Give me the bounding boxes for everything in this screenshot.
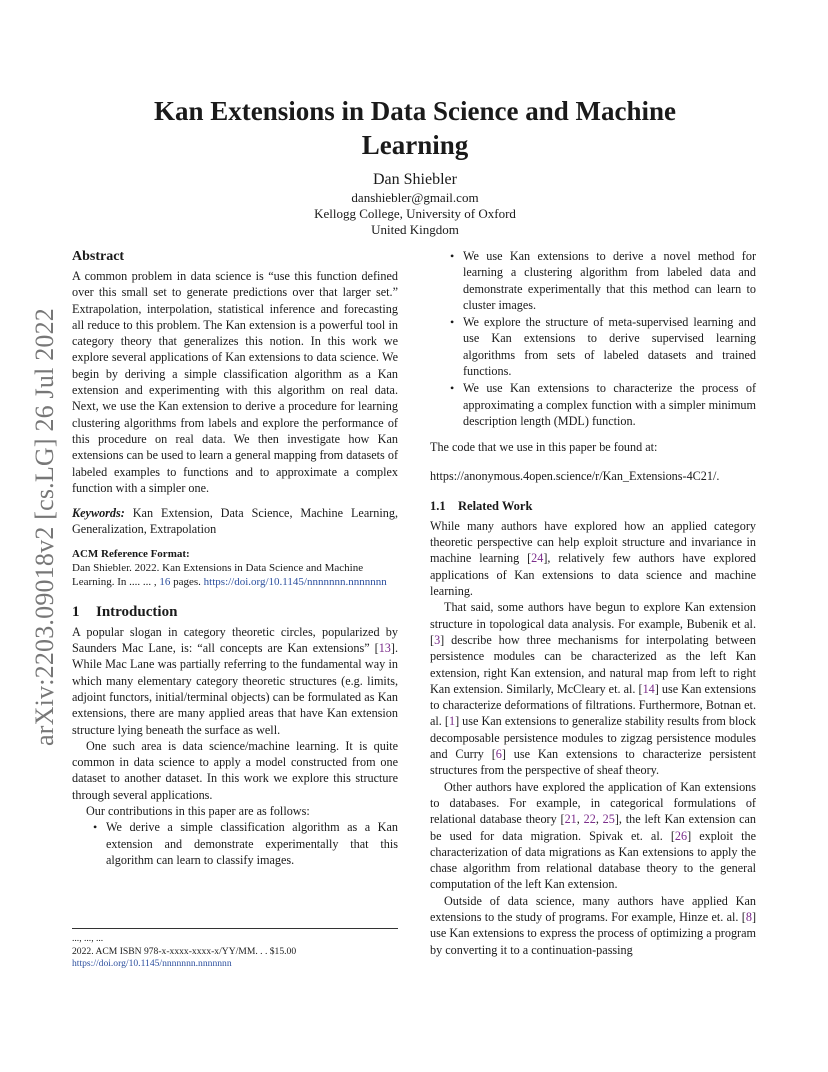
text-run: Outside of data science, many authors have applied Kan extensions to the study of programs. For example, Hinze et. al. [ <box>430 893 756 924</box>
bullet-icon: • <box>93 820 98 835</box>
citation-link[interactable]: 25 <box>602 812 615 827</box>
citation-link[interactable]: 3 <box>434 632 441 647</box>
author-country: United Kingdom <box>371 222 459 237</box>
bullet-icon: • <box>450 249 455 263</box>
list-item-text: We derive a simple classification algorithm as a Kan extension and demonstrate experimentally that this algorithm can learn to classify images. <box>106 820 398 867</box>
acm-reference-label: ACM Reference Format: <box>72 547 190 560</box>
text-run: ], relatively few authors have explored applications of Kan extensions to data science and machine learning. <box>430 551 756 599</box>
subsection-title: Related Work <box>458 498 533 513</box>
keywords <box>72 505 398 538</box>
list-item <box>430 314 756 379</box>
text-run: ] use Kan extensions to characterize deformations of filtrations. Furthermore, Botnan et. al. [ <box>430 681 757 729</box>
related-paragraph-1 <box>430 518 756 599</box>
acm-text-part: pages. <box>170 575 204 588</box>
introduction-heading <box>72 603 398 621</box>
citation-link[interactable]: 13 <box>378 641 391 656</box>
keywords-label: Keywords: <box>72 506 125 521</box>
citation-link[interactable]: 21 <box>564 812 577 827</box>
citation-link[interactable]: 8 <box>745 909 752 924</box>
section-title: Introduction <box>96 603 178 620</box>
footnote <box>72 928 398 971</box>
footnote-rule <box>72 928 398 929</box>
section-number: 1 <box>72 603 80 620</box>
text-run: ] use Kan extensions to generalize stability results from block decomposable persistence modules to zigzag persistence modules and Curry [ <box>430 714 757 762</box>
related-paragraph-4 <box>430 893 756 958</box>
acm-reference-text <box>72 561 398 589</box>
list-item <box>72 819 398 868</box>
text-run: ]. While Mac Lane was partially referring to the fundamental way in which many elementary category theoretic structures (e.g. limits, adjoint functors, initial/terminal objects) can be formulated as Kan extensions, there are many applied areas that have Kan extension structure lying beneath the surface as well. <box>72 641 398 737</box>
acm-doi-link[interactable]: https://doi.org/10.1145/nnnnnnn.nnnnnnn <box>203 575 387 588</box>
citation-link[interactable]: 1 <box>448 714 456 729</box>
acm-text-part: Dan Shiebler. 2022. Kan Extensions in Data Science and Machine Learning. In .... ... , <box>72 561 364 588</box>
intro-paragraph-1 <box>72 624 398 738</box>
contributions-list-continued <box>430 248 756 429</box>
text-run: A popular slogan in category theoretic circles, popularized by Saunders Mac Lane, is: “all concepts are Kan extensions” [ <box>72 624 398 656</box>
citation-link[interactable]: 14 <box>642 681 655 696</box>
text-run: That said, some authors have begun to explore Kan extension structure in topological data analysis. For example, Bubenik et al. [ <box>430 600 756 647</box>
author-name: Dan Shiebler <box>373 171 457 188</box>
list-item-text: We use Kan extensions to derive a novel method for learning a clustering algorithm from labeled data and demonstrate experimentally that this method can learn to cluster images. <box>463 249 756 312</box>
author-email: danshiebler@gmail.com <box>351 190 479 205</box>
arxiv-stamp <box>22 292 68 762</box>
paper-title: Kan Extensions in Data Science and Machine Learning <box>153 96 677 160</box>
text-run: ] use Kan extensions to characterize persistent structures from the perspective of sheaf theory. <box>430 747 756 778</box>
left-column <box>72 248 398 869</box>
intro-paragraph-2: One such area is data science/machine learning. It is quite common in data science to apply a model constructed from one dataset to another dataset. In this work we explore this structure through several applications. <box>72 738 398 802</box>
footnote-doi-link[interactable]: https://doi.org/10.1145/nnnnnnn.nnnnnnn <box>72 958 232 969</box>
subsection-number: 1.1 <box>430 498 446 513</box>
intro-paragraph-3: Our contributions in this paper are as follows: <box>86 804 310 819</box>
text-run: While many authors have explored how an applied category theoretic perspective can help exploit structure and invariance in machine learning [ <box>430 518 756 566</box>
citation-link[interactable]: 24 <box>531 551 544 566</box>
list-item <box>430 248 756 313</box>
footnote-line-1: ..., ..., ... <box>72 933 104 944</box>
bullet-icon: • <box>450 381 455 396</box>
related-paragraph-3: Other authors have explored the application of Kan extensions to databases. For example, in categorical formulations of relational database theory [21, 22, 25], the left Kan extension can be used for data migration. Spivak et. al. [26] exploit the characterization of data migrations as Kan extensions to apply the chase algorithm from relational database theory to the general computation of the left Kan extension. <box>430 779 757 892</box>
list-item-text: We explore the structure of meta-supervised learning and use Kan extensions to derive supervised learning algorithms from sets of labeled datasets and trained functions. <box>463 315 756 379</box>
author-affiliation: Kellogg College, University of Oxford <box>314 206 516 221</box>
text-run: ], the left Kan extension can be used for data migration. Spivak et. al. [ <box>430 812 757 843</box>
abstract-text: A common problem in data science is “use this function defined over this small set to generate predictions over that larger set.” Extrapolation, interpolation, statistical inference and forecasting all reduce to this problem. The Kan extension is a powerful tool in category theory that generalizes this notion. In this work we explore several applications of Kan extensions to data science. We begin by deriving a simple classification algorithm as a Kan extension and experimenting with this algorithm on real data. Next, we use the Kan extension to derive a procedure for learning clustering algorithms from labels and explore the performance of this procedure on real data. We then investigate how Kan extensions can be used to learn a general mapping from datasets of labeled examples to functions and to approximate a complex function with a simpler one. <box>72 269 398 495</box>
right-column <box>430 248 756 958</box>
code-url: https://anonymous.4open.science/r/Kan_Extensions-4C21/. <box>430 468 720 483</box>
citation-link[interactable]: 6 <box>495 747 502 762</box>
keywords-text: Kan Extension, Data Science, Machine Learning, Generalization, Extrapolation <box>72 506 399 537</box>
footnote-line-2: 2022. ACM ISBN 978-x-xxxx-xxxx-x/YY/MM. . . $15.00 <box>72 945 297 957</box>
citation-link[interactable]: 22 <box>583 812 596 827</box>
code-availability-text: The code that we use in this paper be found at: <box>430 440 658 455</box>
citation-link[interactable]: 26 <box>674 828 688 843</box>
text-run: ] use Kan extensions to express the process of optimizing a program by converting it to a continuation-passing <box>430 909 756 957</box>
arxiv-id: arXiv:2203.09018v2 [cs.LG] 26 Jul 2022 <box>30 308 59 746</box>
text-run: ] exploit the characterization of data migrations as Kan extensions to apply the chase algorithm from relational database theory to the general computation of the left Kan extension. <box>430 828 756 892</box>
author-block <box>100 170 730 238</box>
contributions-list <box>72 819 398 868</box>
related-paragraph-2 <box>430 599 756 778</box>
text-run: ] describe how three mechanisms for interpolating between persistence modules can be characterized as the left Kan extension, right Kan extension, and natural map from left to right Kan extension. Similarly, McCleary et. al. [ <box>430 632 756 696</box>
acm-pages-link[interactable]: 16 <box>159 575 171 588</box>
related-work-heading <box>430 498 756 514</box>
list-item <box>430 380 756 429</box>
list-item-text: We use Kan extensions to characterize the process of approximating a complex function with a simpler minimum description length (MDL) function. <box>463 381 756 428</box>
bullet-icon: • <box>450 315 455 330</box>
abstract-heading: Abstract <box>72 249 125 264</box>
text-run: Other authors have explored the application of Kan extensions to databases. For example, in categorical formulations of relational database theory [ <box>430 779 756 827</box>
